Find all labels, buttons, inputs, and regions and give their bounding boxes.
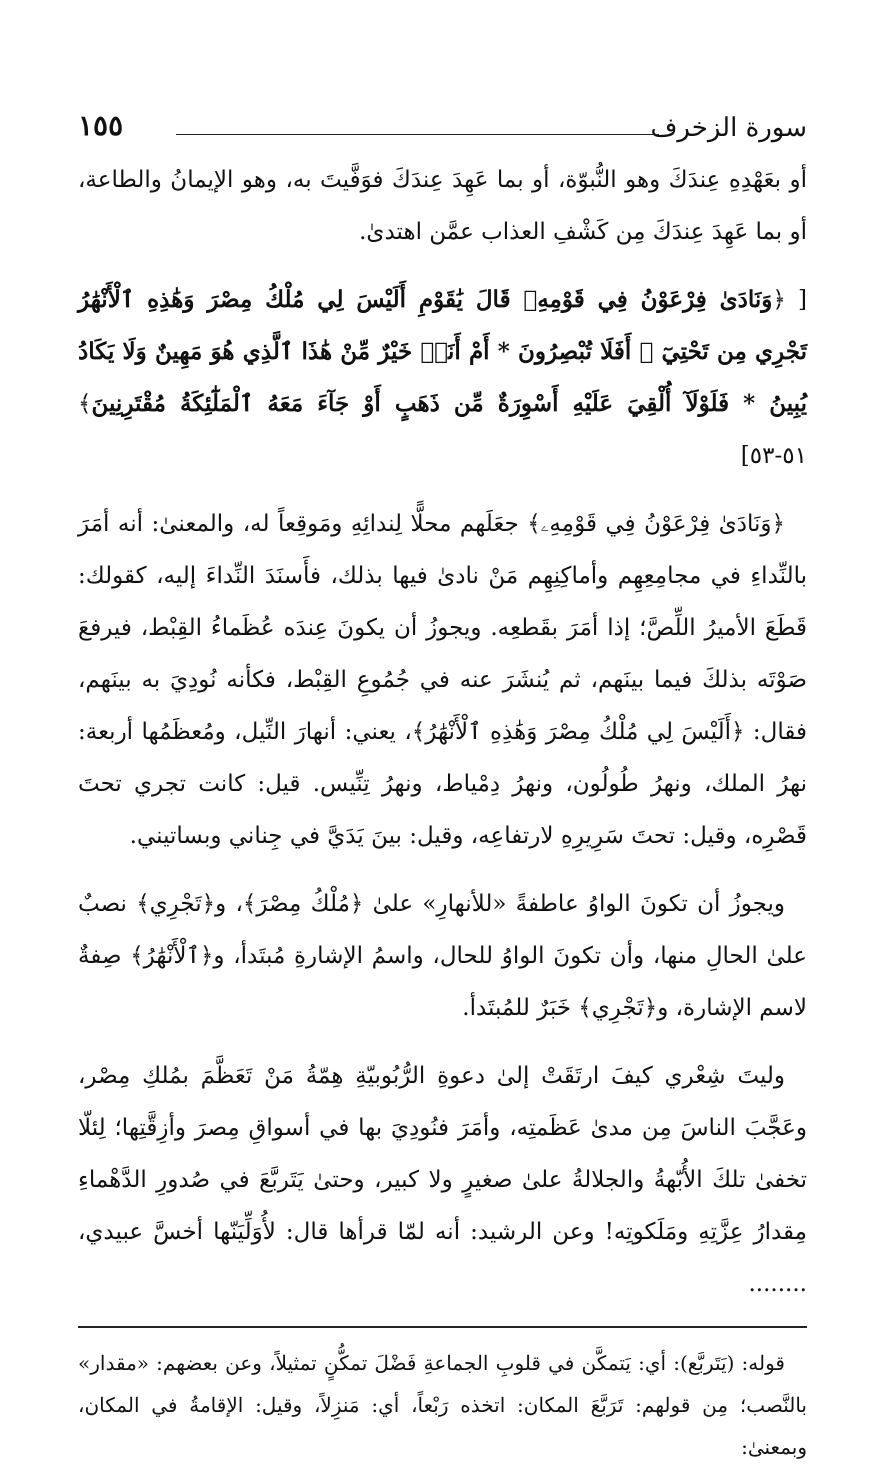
footnote: قوله: (يَتَربَّع): أي: يَتمكَّن في قلوبِ الجماعةِ فَضْلَ تمكُّنٍ تمثيلاً، وعن بعضهم: «مقدار» بالنَّصب؛ مِن قولهم: تَرَبَّعَ المكان: اتخذه رَبْعاً، أي: مَنزِلاً، وقيل: الإقامةُ في المكان، وبمعنىٰ: — [78, 1351, 807, 1459]
verse-bracket-open: [ ﴿ — [772, 287, 807, 313]
footnote-rule — [78, 1326, 807, 1328]
page-number: ١٥٥ — [78, 109, 124, 142]
paragraph-continuation: أو بعَهْدِهِ عِندَكَ وهو النُّبوّة، أو بما عَهِدَ عِندَكَ فوَفَّيتَ به، وهو الإيمانُ والطاعة، أو بما عَهِدَ عِندَكَ مِن كَشْفِ العذاب عمَّن اهتدىٰ. — [78, 167, 807, 245]
header-rule — [176, 134, 659, 135]
running-header — [78, 100, 807, 154]
grammar-paragraph: ويجوزُ أن تكونَ الواوُ عاطفةً «للأنهارِ» علىٰ ﴿مُلْكُ مِصْرَ﴾، و﴿تَجْرِي﴾ نصبٌ علىٰ الحالِ منها، وأن تكونَ الواوُ للحال، واسمُ الإشارةِ مُبتَدأ، و﴿ٱلْأَنْهَٰرُ﴾ صِفةٌ لاسم الإشارة، و﴿تَجْرِي﴾ خَبَرٌ للمُبتَدأ. — [78, 891, 807, 1021]
surah-title: سورة الزخرف — [650, 113, 807, 143]
commentary-paragraph: ﴿وَنَادَىٰ فِرْعَوْنُ فِي قَوْمِهِۦ﴾ جعَلَهم محلًّا لِندائِهِ ومَوقِعاً له، والمعنىٰ: أنه أمَرَ بالنِّداءِ في مجامِعِهِم وأماكِنِهِم مَنْ نادىٰ فيها بذلك، فأَسنَدَ النِّداءَ إليه، كقولك: قَطَعَ الأميرُ اللِّصَّ؛ إذا أمَرَ بقَطعِه. ويجوزُ أن يكونَ عِندَه عُظَماءُ القِبْط، فيرفعَ صَوْتَه بذلكَ فيما بينَهم، ثم يُنشَرَ عنه في جُمُوعِ القِبْط، فكأنه نُودِيَ به بينَهم، فقال: ﴿أَلَيْسَ لِي مُلْكُ مِصْرَ وَهَٰذِهِ ٱلْأَنْهَٰرُ﴾، يعني: أنهارَ النِّيل، ومُعظَمُها أربعة: نهرُ الملك، ونهرُ طُولُون، ونهرُ دِمْياط، ونهرُ تِنِّيس. قيل: كانت تجري تحتَ قَصْرِه، وقيل: تحتَ سَرِيرِهِ لارتفاعِه، وقيل: بينَ يَدَيَّ في جِناني وبساتيني. — [78, 511, 807, 849]
quran-verses: وَنَادَىٰ فِرْعَوْنُ فِي قَوْمِهِۦ قَالَ يَٰقَوْمِ أَلَيْسَ لِي مُلْكُ مِصْرَ وَهَٰذِهِ ٱلْأَنْهَٰرُ تَجْرِي مِن تَحْتِيٓ ۖ أَفَلَا تُبْصِرُونَ * أَمْ أَنَا۠ خَيْرٌ مِّنْ هَٰذَا ٱلَّذِي هُوَ مَهِينٌ وَلَا يَكَادُ يُبِينُ * فَلَوْلَآ أُلْقِيَ عَلَيْهِ أَسْوِرَةٌ مِّن ذَهَبٍ أَوْ جَآءَ مَعَهُ ٱلْمَلَٰٓئِكَةُ مُقْتَرِنِينَ — [78, 286, 807, 417]
verse-reference: ﴾ ٥١-٥٣] — [78, 391, 807, 469]
main-text — [78, 154, 807, 1310]
quran-verses-block — [78, 274, 807, 482]
reflection-paragraph: وليتَ شِعْري كيفَ ارتَقَتْ إلىٰ دعوةِ الرُّبُوبيّةِ هِمّةُ مَنْ تَعَظَّمَ بمُلكِ مِصْر، وعَجَّبَ الناسَ مِن مدىٰ عَظَمتِه، وأمَرَ فنُودِيَ بها في أسواقِ مِصرَ وأزِقَّتِها؛ لِئلّا تخفىٰ تلكَ الأُبّهةُ والجلالةُ علىٰ صغيرٍ ولا كبير، وحتىٰ يَتَربَّعَ في صُدورِ الدَّهْماءِ مِقدارُ عِزَّتِهِ ومَلَكوتِه! وعن الرشيد: أنه لمّا قرأها قال: لأُوَلِّيَنّها أخسَّ عبيدي، ........ — [78, 1063, 807, 1297]
